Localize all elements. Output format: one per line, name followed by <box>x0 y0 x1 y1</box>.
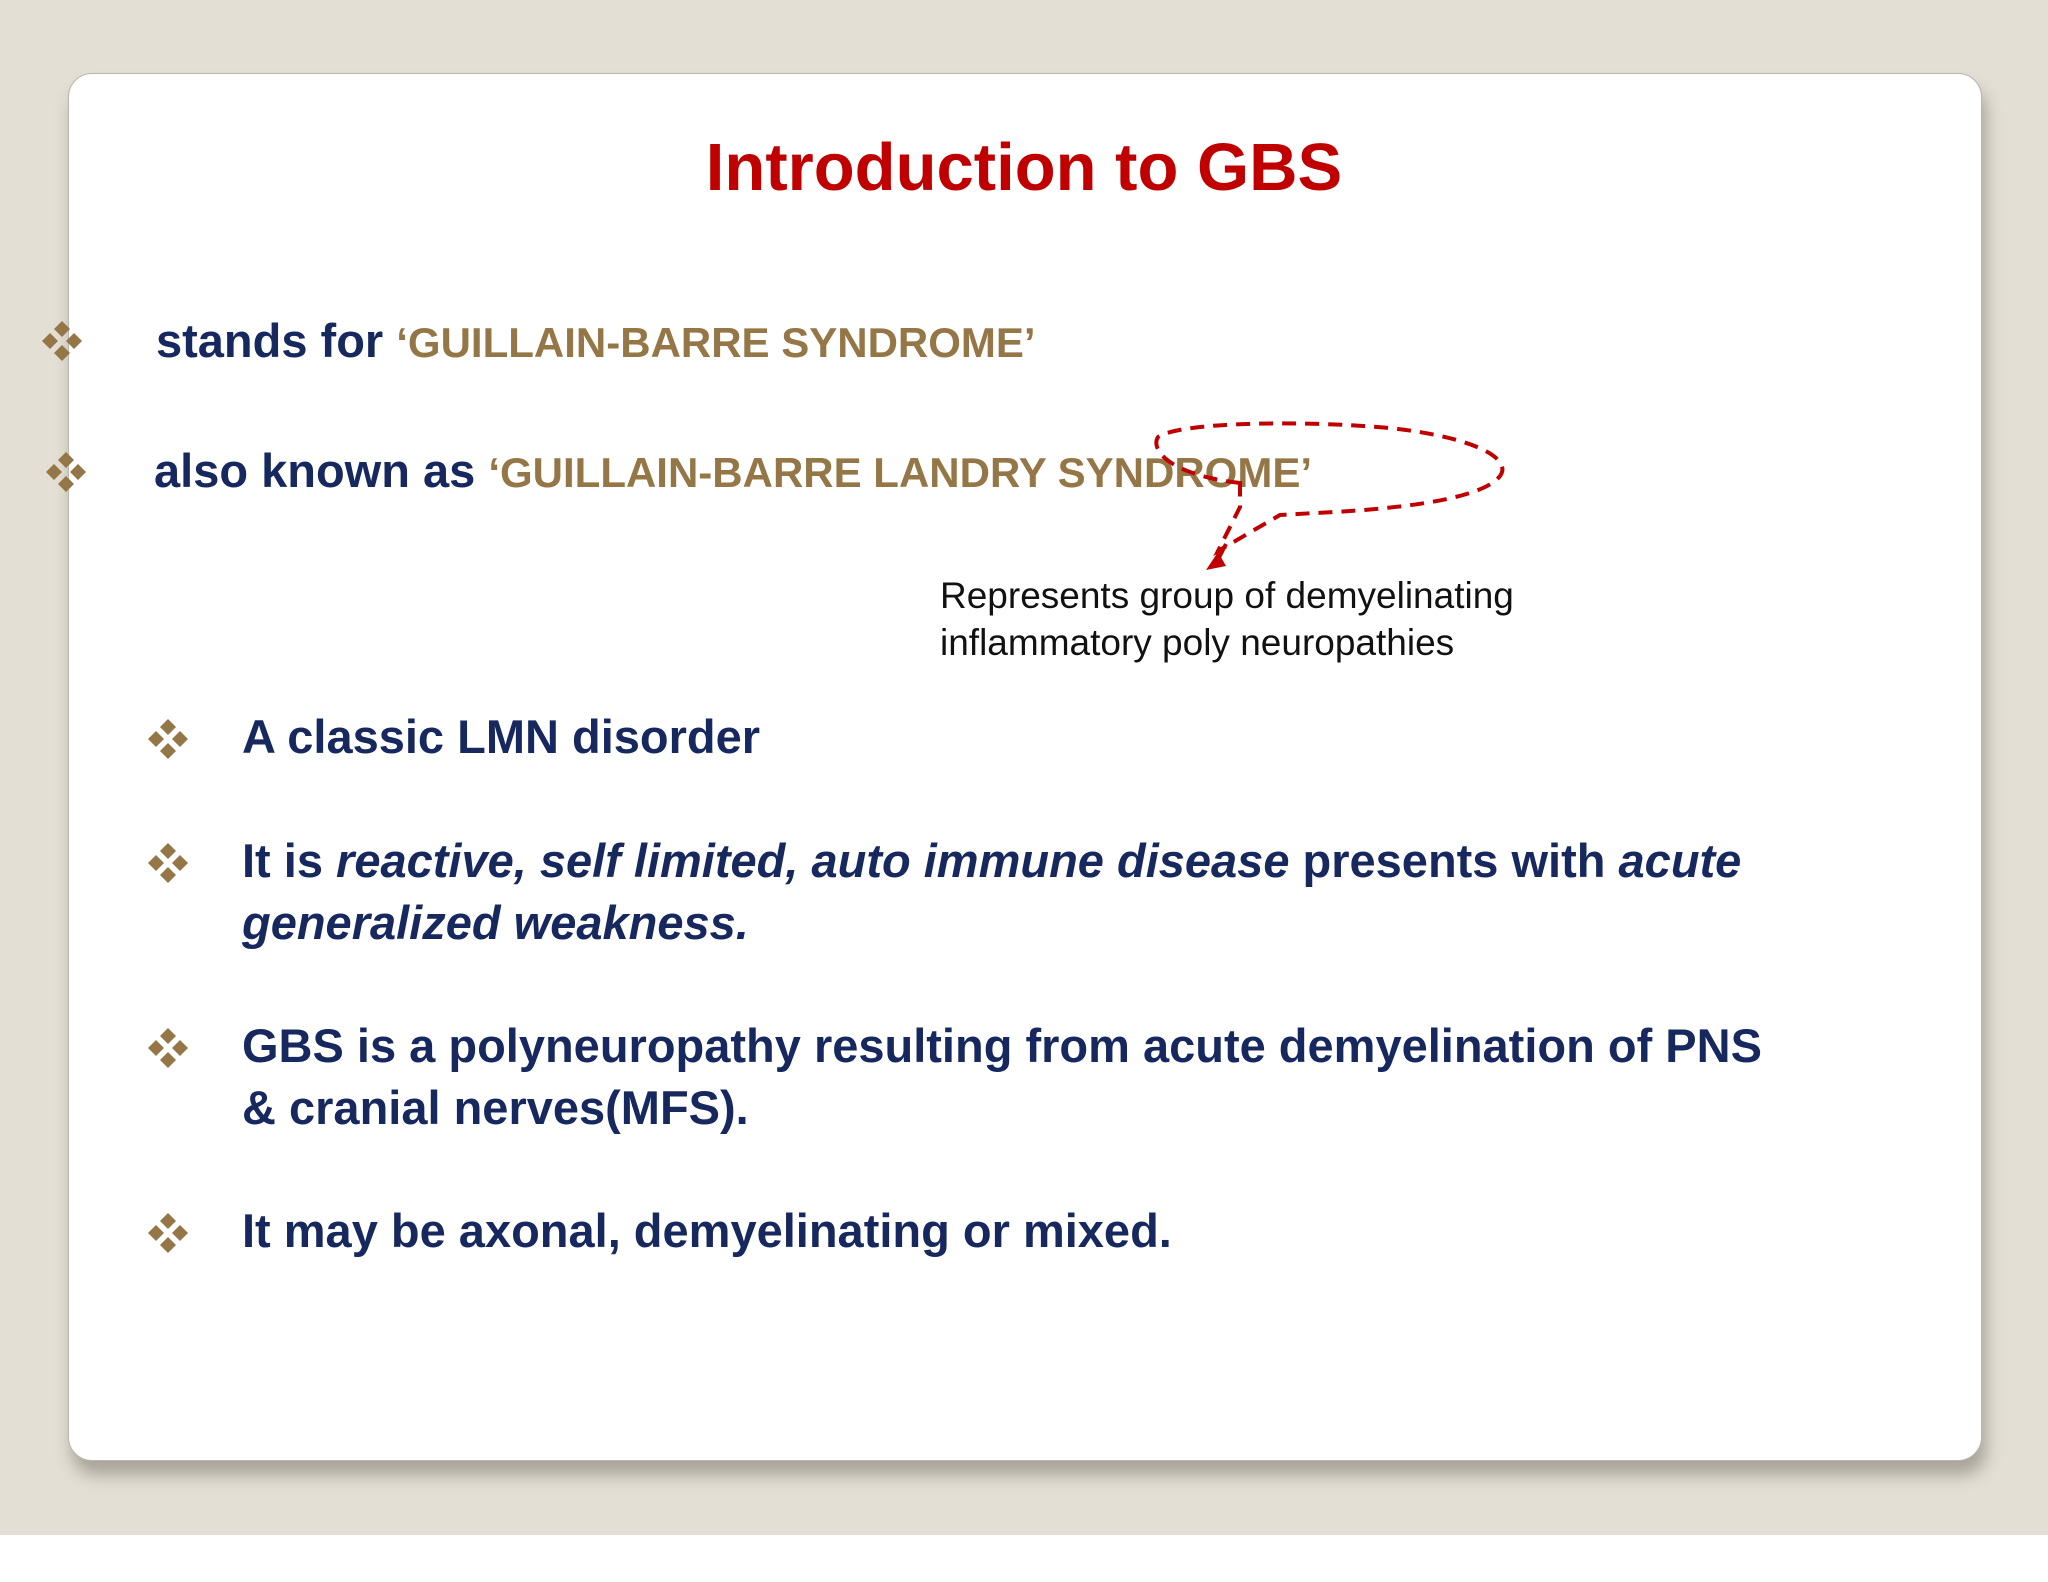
polyneuropathy-line-2: & cranial nerves(MFS). <box>242 1081 749 1134</box>
reactive-part-3: presents with <box>1289 834 1619 887</box>
reactive-part-4: acute <box>1618 834 1742 887</box>
slide-title: Introduction to GBS <box>705 130 1343 205</box>
four-diamond-bullet-icon <box>146 1211 190 1255</box>
reactive-part-2: reactive, self limited, auto immune disease <box>336 834 1290 887</box>
classic-lmn-line: A classic LMN disorder <box>242 710 761 763</box>
also-known-as-prefix: also known as <box>154 444 489 497</box>
four-diamond-bullet-icon <box>40 319 84 363</box>
callout-line-1: Represents group of demyelinating <box>940 575 1514 616</box>
callout-line-2: inflammatory poly neuropathies <box>940 622 1455 663</box>
four-diamond-bullet-icon <box>146 841 190 885</box>
polyneuropathy-line-1: GBS is a polyneuropathy resulting from acute demyelination of PNS <box>242 1019 1762 1072</box>
reactive-disease-line-2: generalized weakness. <box>242 896 749 949</box>
also-known-as-highlight: ‘GUILLAIN-BARRE LANDRY SYNDROME’ <box>488 449 1313 496</box>
four-diamond-bullet-icon <box>146 1026 190 1070</box>
reactive-disease-line-1 <box>242 830 1741 892</box>
also-known-as-line <box>154 440 1312 504</box>
axonal-line: It may be axonal, demyelinating or mixed. <box>242 1204 1172 1257</box>
stands-for-highlight: ‘GUILLAIN-BARRE SYNDROME’ <box>396 319 1036 366</box>
four-diamond-bullet-icon <box>44 450 88 494</box>
reactive-part-1: It is <box>242 834 337 887</box>
stands-for-line <box>156 310 1036 374</box>
stands-for-prefix: stands for <box>156 314 397 367</box>
four-diamond-bullet-icon <box>146 717 190 761</box>
callout-text <box>940 572 1514 666</box>
